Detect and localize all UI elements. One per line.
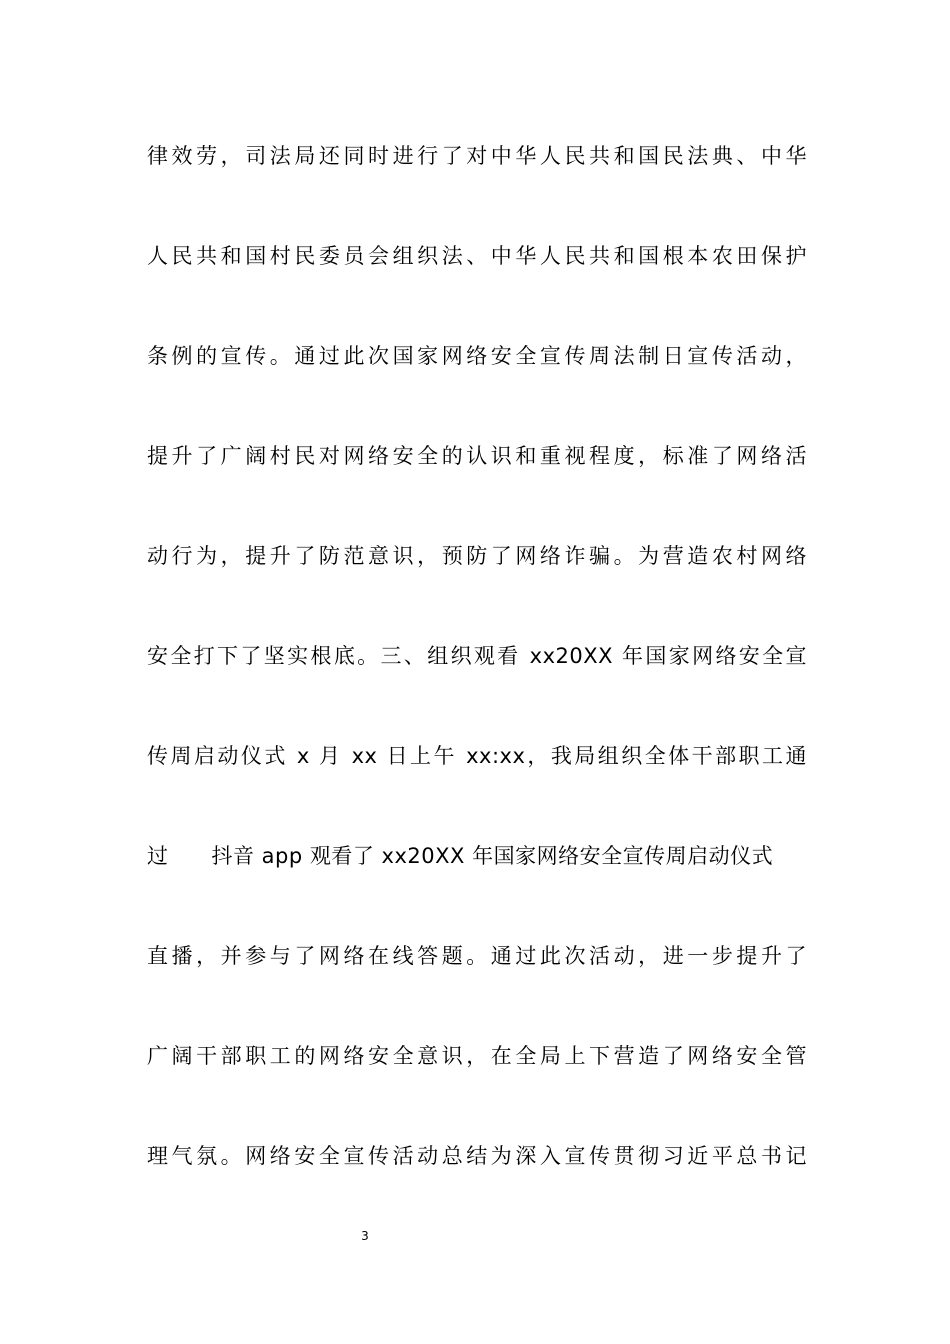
text-line-3: 条例的宣传。通过此次国家网络安全宣传周法制日宣传活动， — [147, 344, 807, 368]
text-line-4: 提升了广阔村民对网络安全的认识和重视程度，标准了网络活 — [147, 444, 807, 468]
text-line-10: 广阔干部职工的网络安全意识，在全局上下营造了网络安全管 — [147, 1044, 807, 1068]
text-line-11: 理气氛。网络安全宣传活动总结为深入宣传贯彻习近平总书记 — [147, 1144, 807, 1168]
page-number: 3 — [361, 1229, 369, 1243]
text-line-6: 安全打下了坚实根底。三、组织观看 xx20XX 年国家网络安全宣 — [147, 644, 807, 668]
text-line-5: 动行为，提升了防范意识，预防了网络诈骗。为营造农村网络 — [147, 544, 807, 568]
text-line-2: 人民共和国村民委员会组织法、中华人民共和国根本农田保护 — [147, 244, 807, 268]
text-line-8: 过 抖音 app 观看了 xx20XX 年国家网络安全宣传周启动仪式 — [147, 844, 774, 868]
text-line-7: 传周启动仪式 x 月 xx 日上午 xx:xx，我局组织全体干部职工通 — [147, 744, 807, 768]
text-line-1: 律效劳，司法局还同时进行了对中华人民共和国民法典、中华 — [147, 144, 807, 168]
text-line-9: 直播，并参与了网络在线答题。通过此次活动，进一步提升了 — [147, 944, 807, 968]
